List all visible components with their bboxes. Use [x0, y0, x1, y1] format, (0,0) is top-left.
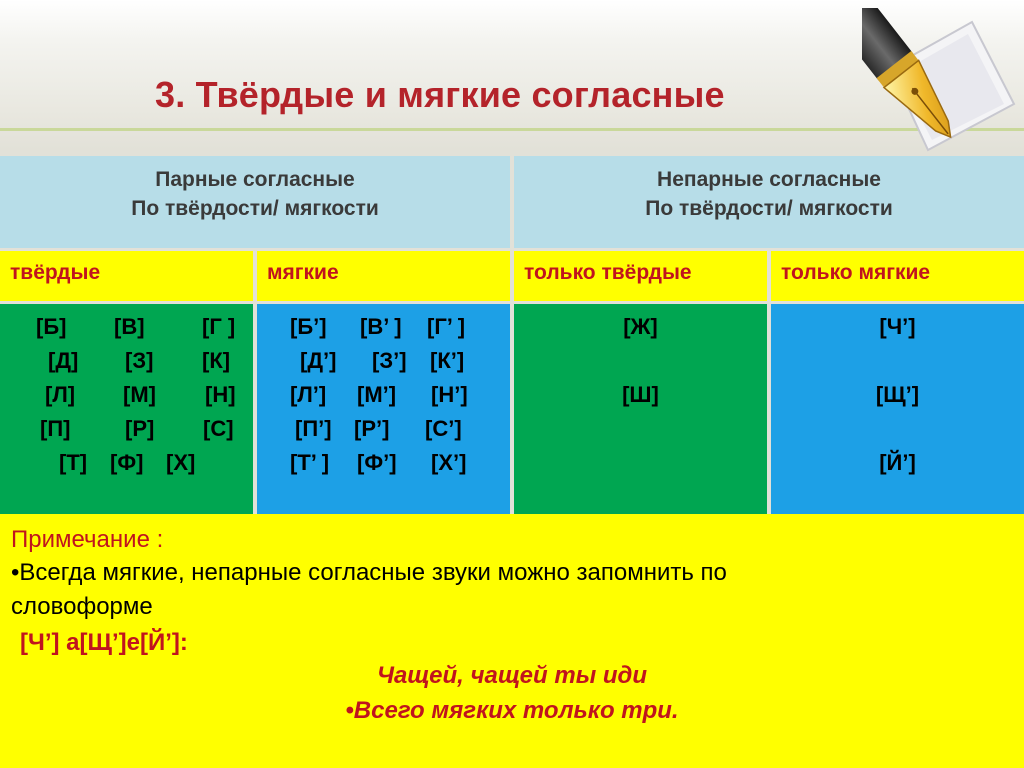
cell-soft-sounds: [257, 304, 510, 514]
header-paired-line1: Парные согласные: [155, 168, 355, 191]
cell-only-soft-sounds: [771, 304, 1024, 514]
note-text-line1: •Всегда мягкие, непарные согласные звуки можно запомнить по: [11, 559, 727, 586]
cell-hard-sounds: [0, 304, 253, 514]
fountain-pen-icon: [862, 8, 1024, 158]
subheader-only-hard: только твёрдые: [514, 251, 767, 301]
sound-soft: [М’]: [357, 382, 397, 407]
sound-hard: [К]: [202, 348, 231, 373]
sound-soft: [Б’]: [290, 314, 327, 339]
sound-only-soft: [Й’]: [879, 450, 916, 475]
sound-hard: [Н]: [205, 382, 236, 407]
header-paired: [0, 156, 510, 248]
sound-soft: [К’]: [430, 348, 465, 373]
sound-hard: [Ф]: [110, 450, 144, 475]
sound-only-hard: [Ж]: [623, 314, 658, 339]
verse-line1: Чащей, чащей ты иди: [376, 662, 648, 689]
sound-only-soft: [Ч’]: [879, 314, 916, 339]
header-paired-line2: По твёрдости/ мягкости: [131, 197, 379, 220]
sound-hard: [Б]: [36, 314, 67, 339]
sound-hard: [З]: [125, 348, 154, 373]
sound-soft: [П’]: [295, 416, 332, 441]
header-unpaired-line1: Непарные согласные: [657, 168, 881, 191]
sound-soft: [С’]: [425, 416, 462, 441]
note-mnemonic: [Ч’] а[Щ’]е[Й’]:: [20, 629, 188, 656]
subheader-soft: мягкие: [257, 251, 510, 301]
sound-soft: [В’ ]: [360, 314, 402, 339]
header-unpaired: [514, 156, 1024, 248]
note-label: Примечание :: [11, 526, 164, 553]
sound-soft: [Т’ ]: [290, 450, 330, 475]
sound-soft: [Х’]: [431, 450, 467, 475]
sound-hard: [П]: [40, 416, 71, 441]
subheader-only-soft: только мягкие: [771, 251, 1024, 301]
sound-soft: [Р’]: [354, 416, 390, 441]
sound-hard: [С]: [203, 416, 234, 441]
sound-hard: [Г ]: [202, 314, 236, 339]
sound-hard: [Л]: [45, 382, 76, 407]
sound-hard: [Д]: [48, 348, 79, 373]
sound-soft: [Д’]: [300, 348, 337, 373]
sound-hard: [Р]: [125, 416, 155, 441]
sound-only-hard: [Ш]: [622, 382, 659, 407]
sound-hard: [Х]: [166, 450, 196, 475]
sound-soft: [Л’]: [290, 382, 327, 407]
sound-only-soft: [Щ’]: [875, 382, 920, 407]
sound-hard: [Т]: [59, 450, 88, 475]
sound-soft: [Г’ ]: [427, 314, 466, 339]
sound-hard: [М]: [123, 382, 156, 407]
sound-soft: [Ф’]: [357, 450, 397, 475]
sound-soft: [Н’]: [431, 382, 468, 407]
verse-line2: •Всего мягких только три.: [345, 697, 679, 724]
header-unpaired-line2: По твёрдости/ мягкости: [645, 197, 893, 220]
sound-hard: [В]: [114, 314, 145, 339]
note-block: [0, 514, 1024, 768]
slide-title: 3. Твёрдые и мягкие согласные: [155, 74, 725, 115]
note-text-line2: словоформе: [11, 593, 153, 620]
subheader-hard: твёрдые: [0, 251, 253, 301]
sound-soft: [З’]: [372, 348, 407, 373]
cell-only-hard-sounds: [514, 304, 767, 514]
